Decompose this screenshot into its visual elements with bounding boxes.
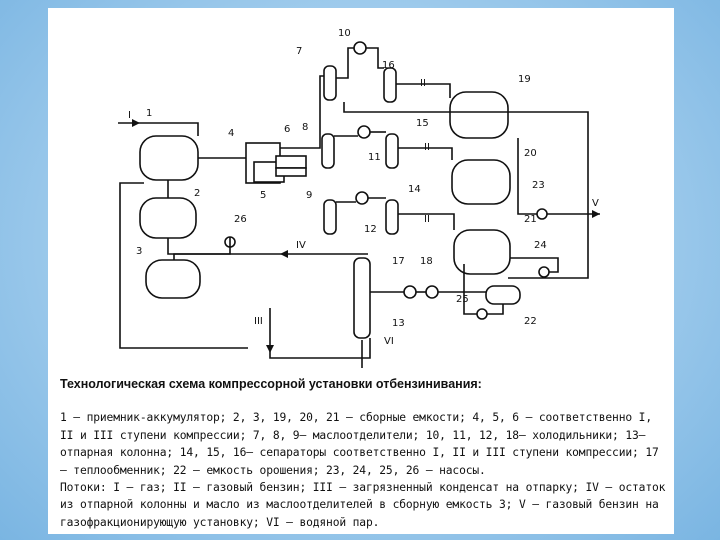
stream-III: III	[254, 316, 263, 327]
caption	[60, 376, 666, 531]
label-23: 23	[532, 180, 545, 191]
label-7: 7	[296, 46, 303, 57]
oil-separator-7	[324, 66, 336, 100]
label-26: 26	[234, 214, 247, 225]
vessel-20	[452, 160, 510, 204]
label-11: 11	[368, 152, 381, 163]
vessel-19	[450, 92, 508, 138]
vessel-1	[140, 136, 198, 180]
pump-24	[539, 267, 549, 277]
compressor-6	[276, 156, 306, 176]
pump-23	[537, 209, 547, 219]
stream-IV: IV	[296, 240, 306, 251]
stream-VI: VI	[384, 336, 394, 347]
label-3: 3	[136, 246, 143, 257]
cooler-11	[358, 126, 370, 138]
oil-separator-8	[322, 134, 334, 168]
cooler-10	[354, 42, 366, 54]
label-10: 10	[338, 28, 351, 39]
label-17: 17	[392, 256, 405, 267]
stream-I: I	[128, 110, 131, 121]
label-16: 16	[382, 60, 395, 71]
caption-title: Технологическая схема компрессорной установки отбензинивания:	[60, 377, 482, 391]
streams-legend: Потоки: I — газ; II — газовый бензин; III — загрязненный конденсат на отпарку; IV — остаток из отпарной колонны и масло из маслоотделителей в сборную емкость 3; V — газовый бензин на газофракционирующую установку; VI — водяной пар.	[60, 481, 666, 529]
label-5: 5	[260, 190, 267, 201]
label-13: 13	[392, 318, 405, 329]
stream-II-mid: II	[424, 142, 430, 153]
label-25: 25	[456, 294, 469, 305]
legend	[60, 409, 666, 531]
label-2: 2	[194, 188, 201, 199]
label-15: 15	[416, 118, 429, 129]
label-19: 19	[518, 74, 531, 85]
label-12: 12	[364, 224, 377, 235]
stripping-column-13	[354, 258, 370, 338]
label-1: 1	[146, 108, 153, 119]
label-24: 24	[534, 240, 547, 251]
separator-16	[384, 68, 396, 102]
pump-25	[477, 309, 487, 319]
equipment-legend: 1 — приемник-аккумулятор; 2, 3, 19, 20, 21 — сборные емкости; 4, 5, 6 — соответственно I, II и III ступени компрессии; 7, 8, 9— маслоотделители; 10, 11, 12, 18— холодильники; 13— отпарная колонна; 14, 15, 16— сепараторы соответственно I, II и III ступени компрессии; 17 — теплообменник; 22 — емкость орошения; 23, 24, 25, 26 — насосы.	[60, 411, 659, 477]
vessel-3	[146, 260, 200, 298]
vessel-2	[140, 198, 196, 238]
heat-exchanger-17	[404, 286, 416, 298]
stream-V: V	[592, 198, 599, 209]
stream-II-top: II	[420, 78, 426, 89]
separator-14	[386, 200, 398, 234]
label-6: 6	[284, 124, 291, 135]
label-21: 21	[524, 214, 537, 225]
label-14: 14	[408, 184, 421, 195]
label-9: 9	[306, 190, 313, 201]
label-22: 22	[524, 316, 537, 327]
label-18: 18	[420, 256, 433, 267]
reflux-drum-22	[486, 286, 520, 304]
vessel-21	[454, 230, 510, 274]
slide	[48, 8, 674, 534]
separator-15	[386, 134, 398, 168]
label-8: 8	[302, 122, 309, 133]
oil-separator-9	[324, 200, 336, 234]
label-4: 4	[228, 128, 235, 139]
stream-II-low: II	[424, 214, 430, 225]
cooler-12	[356, 192, 368, 204]
cooler-18	[426, 286, 438, 298]
process-flow-diagram	[48, 8, 674, 373]
label-20: 20	[524, 148, 537, 159]
